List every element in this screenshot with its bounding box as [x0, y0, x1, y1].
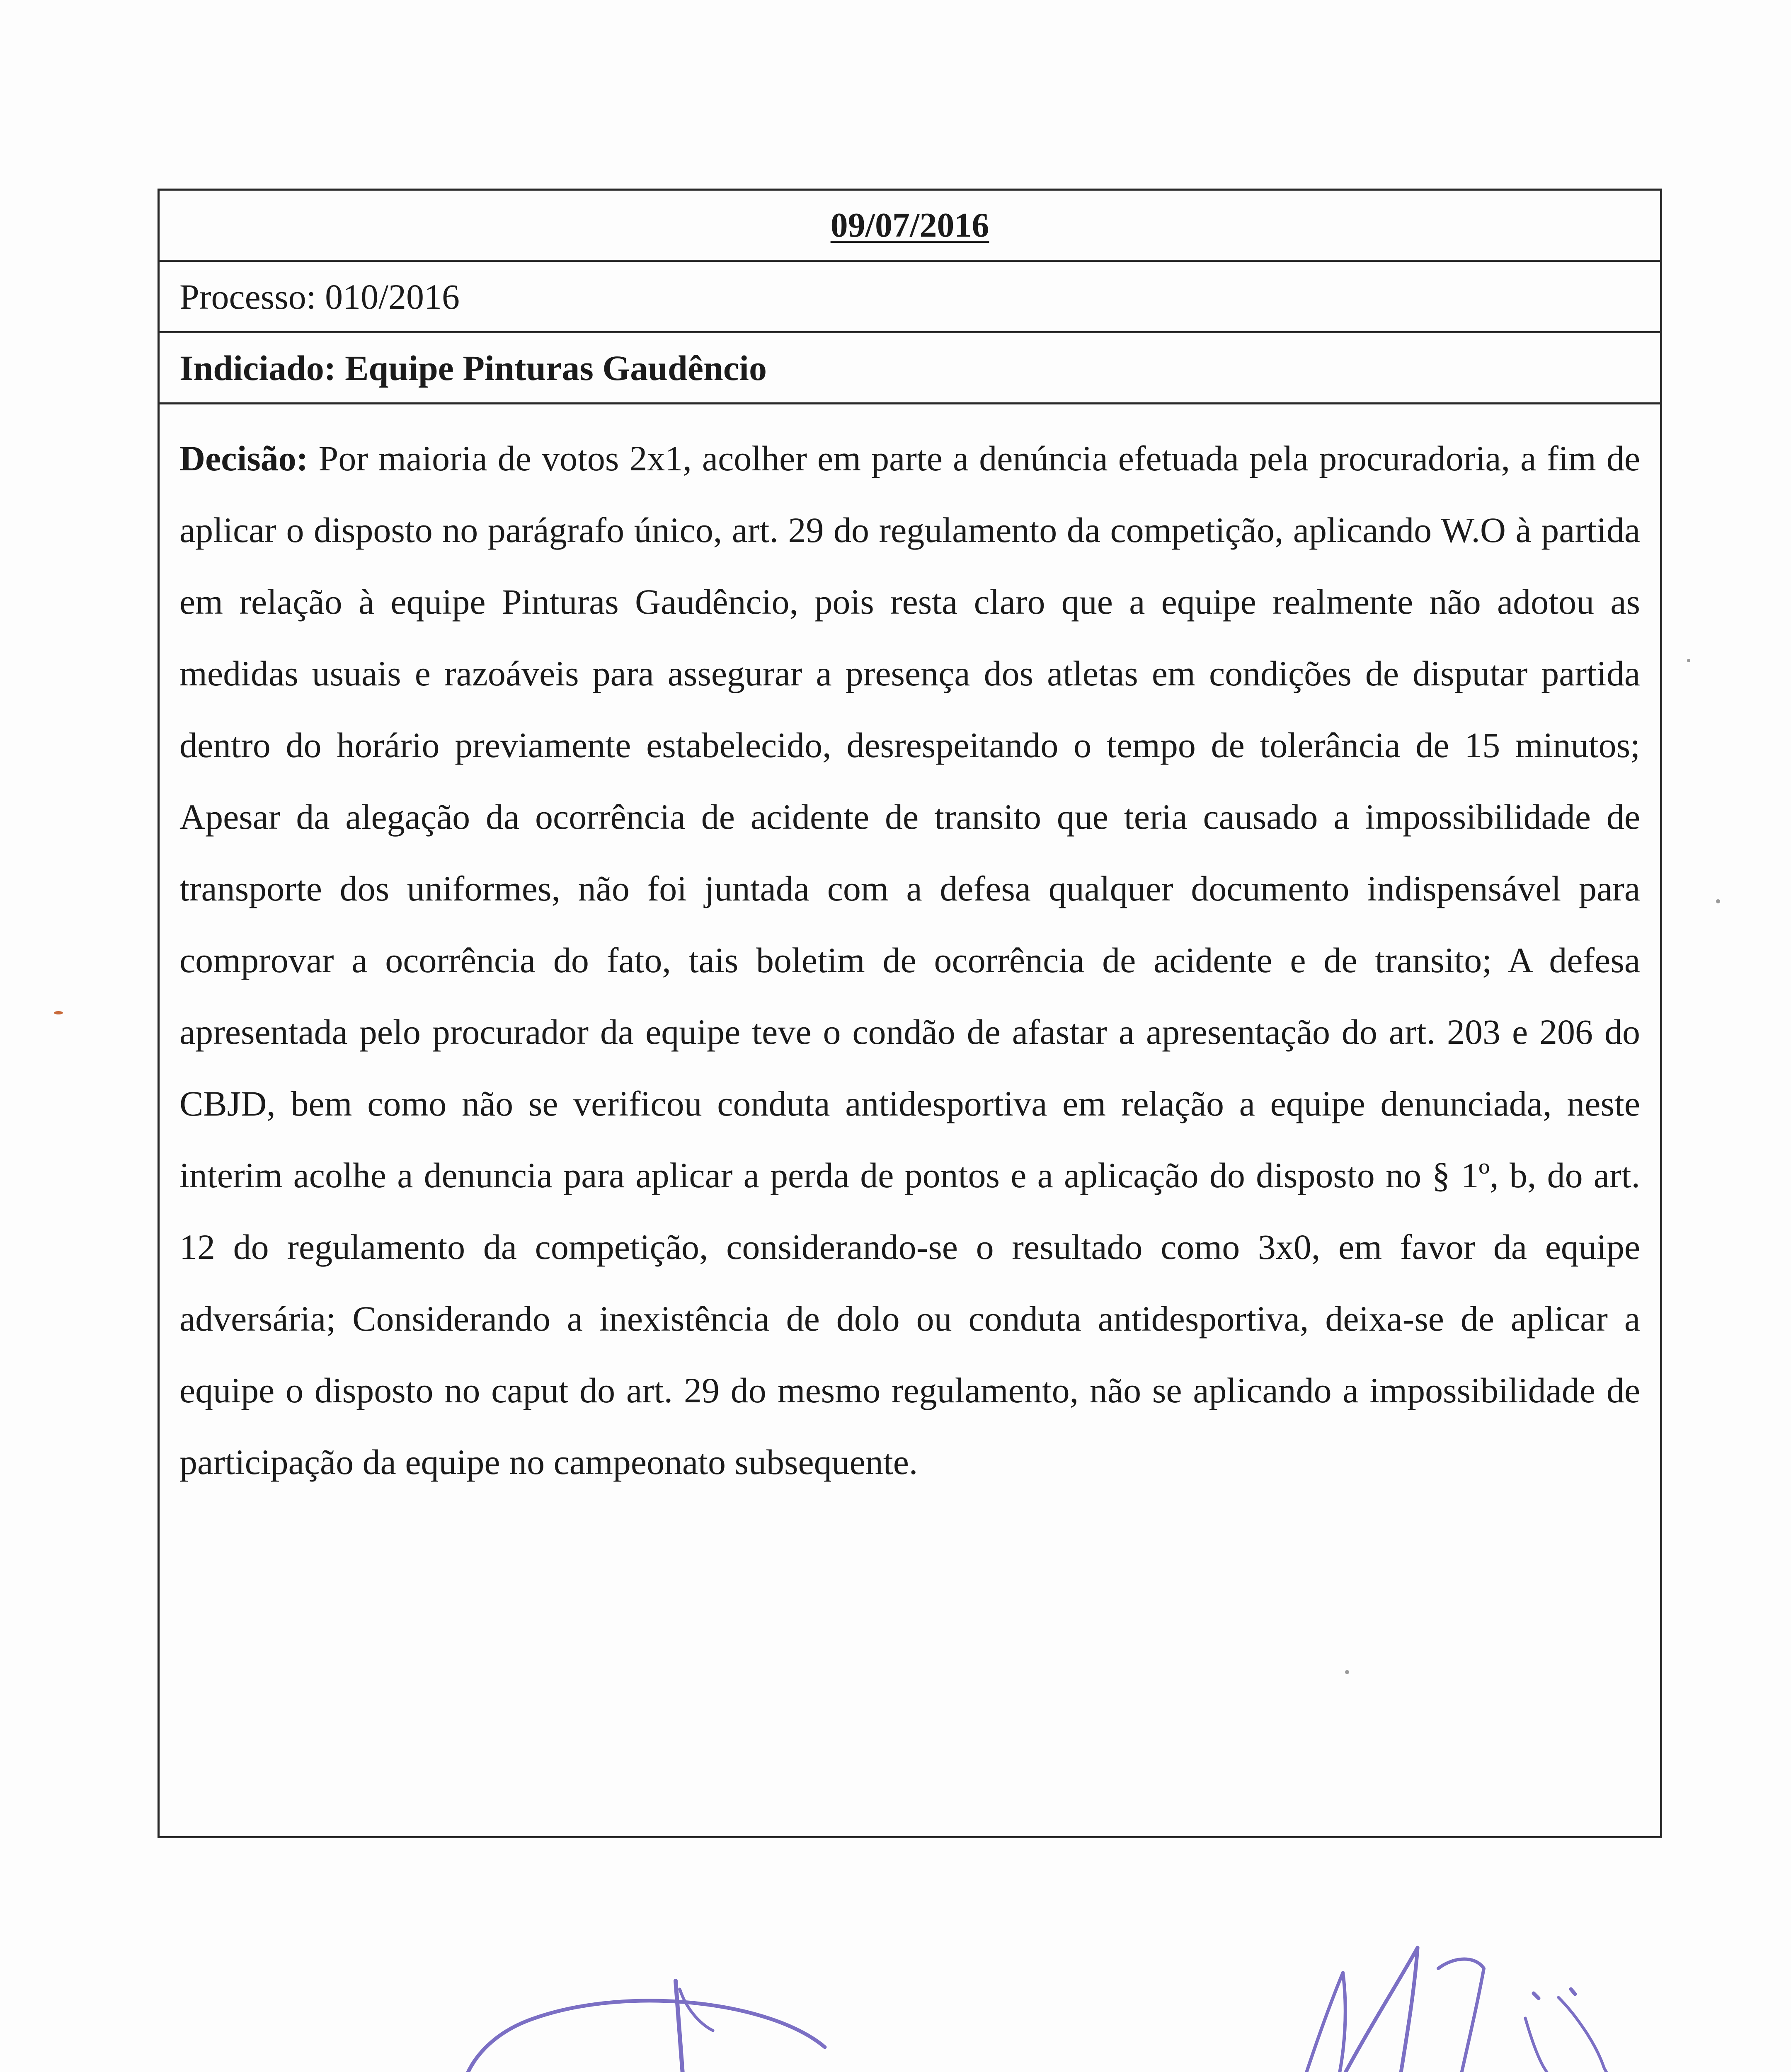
scan-speck: [54, 1011, 63, 1014]
scan-speck: [1687, 659, 1690, 662]
process-field: [179, 276, 460, 317]
decision-date: 09/07/2016: [830, 206, 989, 244]
defendant-field: [179, 347, 767, 389]
process-label: Processo:: [179, 276, 316, 317]
defendant-row: [160, 333, 1660, 404]
decision-text: Por maioria de votos 2x1, acolher em parte a denúncia efetuada pela procuradoria, a fim de aplicar o disposto no parágrafo único, art. 29 do regulamento da competição, aplicando W.O à partida em relação à equipe Pinturas Gaudêncio, pois resta claro que a equipe realmente não adotou as medidas usuais e razoáveis para assegurar a presença dos atletas em condições de disputar partida dentro do horário previamente estabelecido, desrespeitando o tempo de tolerância de 15 minutos; Apesar da alegação da ocorrência de acidente de transito que teria causado a impossibilidade de transporte dos uniformes, não foi juntada com a defesa qualquer documento indispensável para comprovar a ocorrência do fato, tais boletim de ocorrência de acidente e de transito; A defesa apresentada pelo procurador da equipe teve o condão de afastar a apresentação do art. 203 e 206 do CBJD, bem como não se verificou conduta antidesportiva em relação a equipe denunciada, neste interim acolhe a denuncia para aplicar a perda de pontos e a aplicação do disposto no § 1º, b, do art. 12 do regulamento da competição, considerando-se o resultado como 3x0, em favor da equipe adversária; Considerando a inexistência de dolo ou conduta antidesportiva, deixa-se de aplicar a equipe o disposto no caput do art. 29 do mesmo regulamento, não se aplicando a impossibilidade de participação da equipe no campeonato subsequente.: [179, 438, 1641, 1482]
decision-table: [158, 189, 1662, 1838]
defendant-name: Equipe Pinturas Gaudêncio: [345, 348, 767, 388]
decision-row: [160, 404, 1660, 1836]
decision-paragraph: [179, 423, 1640, 1498]
date-row: [160, 191, 1660, 262]
process-row: [160, 262, 1660, 333]
scan-speck: [1716, 899, 1720, 903]
decision-label: Decisão:: [179, 438, 308, 478]
signature-left-icon: [460, 1981, 856, 2072]
defendant-label: Indiciado:: [179, 348, 336, 388]
process-number: 010/2016: [325, 276, 460, 317]
signature-right-icon: [1264, 1948, 1633, 2072]
scan-speck: [1345, 1670, 1349, 1674]
